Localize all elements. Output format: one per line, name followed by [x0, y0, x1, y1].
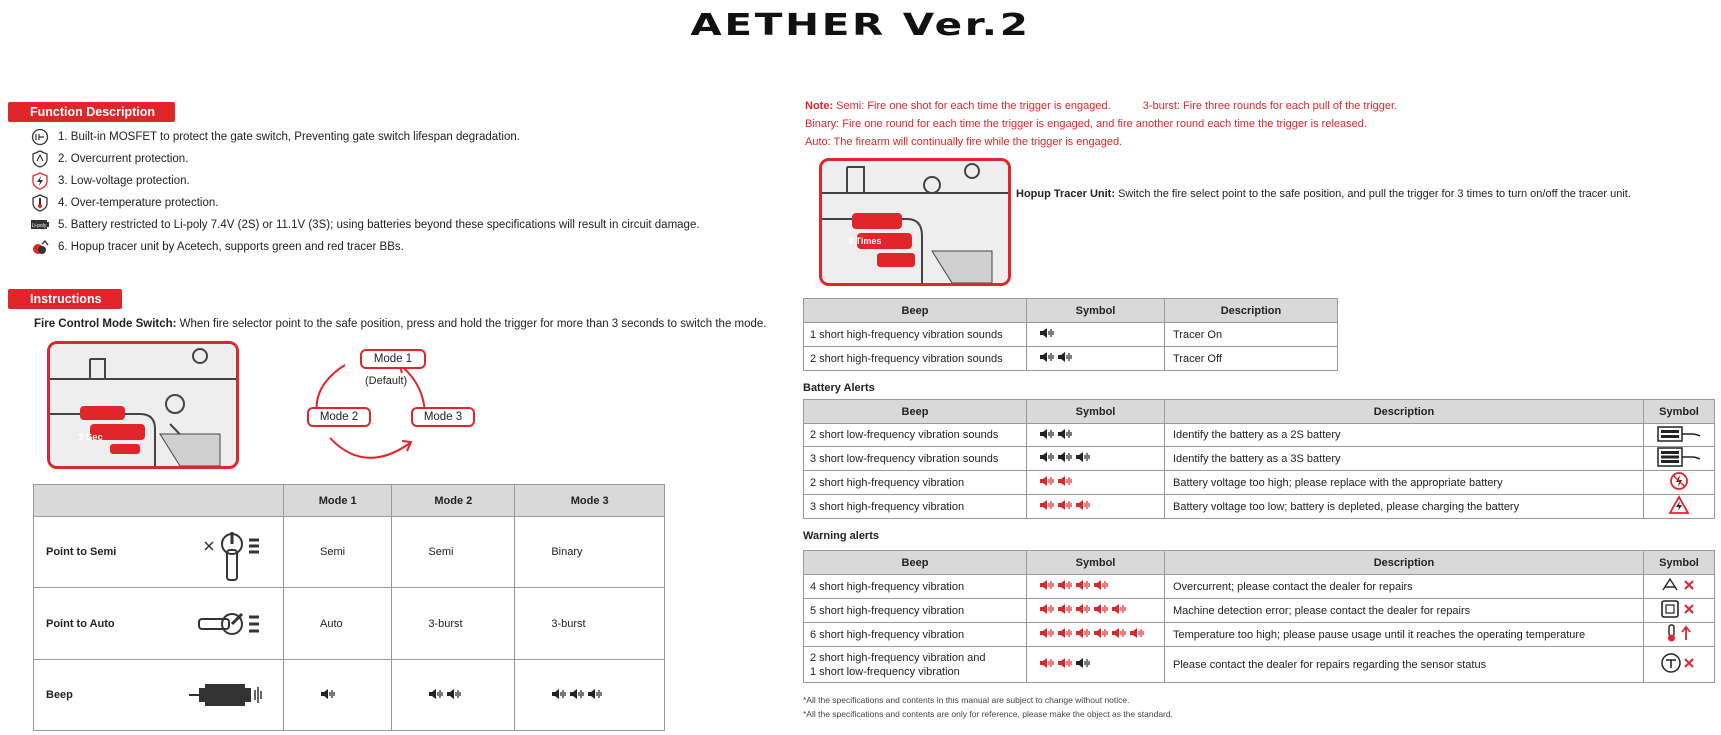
table-cell: 3-burst — [515, 588, 665, 660]
mode-default-label: (Default) — [365, 375, 408, 387]
beep-icon — [569, 688, 584, 700]
beep-symbol — [1039, 579, 1108, 591]
mode-2-box: Mode 2 — [307, 407, 371, 427]
note-block: Note: Semi: Fire one shot for each time the trigger is engaged. 3-burst: Fire three rounds for each pull of the trigger. Binary: Fire one round for each time the trigger is engaged, and fire another round each time the trigger is released. Auto: The firearm will continually fire while the trigger is engaged. — [805, 100, 1398, 148]
beep-icon — [1039, 579, 1054, 591]
row-label: Beep — [34, 660, 284, 731]
table-cell: Battery voltage too low; battery is depleted, please charging the battery — [1165, 495, 1644, 519]
battery-header: Description — [1165, 400, 1644, 424]
table-row — [804, 623, 1715, 647]
footnote: *All the specifications and contents in this manual are subject to change without notice. — [803, 695, 1130, 705]
instructions-header: Instructions — [8, 289, 122, 309]
table-row — [804, 575, 1715, 599]
table-cell — [1644, 424, 1715, 447]
beep-icon — [1075, 627, 1090, 639]
mode-1-box: Mode 1 — [360, 349, 426, 369]
table-cell — [1644, 599, 1715, 623]
table-cell — [1027, 471, 1165, 495]
battery-alerts-heading: Battery Alerts — [803, 382, 875, 394]
overcurrent-icon — [1659, 576, 1699, 594]
battery-3s-icon — [1656, 447, 1702, 467]
feature-item: 2. Overcurrent protection. — [30, 148, 700, 170]
beep-icon — [1075, 579, 1090, 591]
beep-icon — [1129, 627, 1144, 639]
overcurrent-shield-icon — [30, 150, 50, 168]
table-cell — [1027, 599, 1165, 623]
beep-icon — [320, 688, 335, 700]
beep-icon — [1057, 428, 1072, 440]
table-row — [804, 424, 1715, 447]
table-cell — [1644, 623, 1715, 647]
beep-icon — [1057, 657, 1072, 669]
table-row — [34, 660, 665, 731]
row-label: Point to Auto — [34, 588, 284, 660]
beep-icon — [1057, 475, 1072, 487]
beep-symbol — [320, 688, 335, 700]
beep-icon — [551, 688, 566, 700]
feature-item: 1. Built-in MOSFET to protect the gate switch, Preventing gate switch lifespan degradation. — [30, 126, 700, 148]
beep-icon — [1057, 603, 1072, 615]
beep-icon — [1111, 627, 1126, 639]
table-cell: Please contact the dealer for repairs regarding the sensor status — [1165, 647, 1644, 683]
table-cell: Overcurrent; please contact the dealer for repairs — [1165, 575, 1644, 599]
beep-icon — [1039, 475, 1054, 487]
table-row — [804, 323, 1338, 347]
table-row — [804, 447, 1715, 471]
mode-table-header: Mode 3 — [515, 485, 665, 517]
table-cell — [1027, 495, 1165, 519]
footnote: *All the specifications and contents are only for reference, please make the object as the standard. — [803, 709, 1173, 719]
table-row — [804, 647, 1715, 683]
beep-icon — [1093, 579, 1108, 591]
row-label: Point to Semi — [34, 517, 284, 588]
battery-alerts-table — [803, 399, 1715, 519]
selector-semi-icon — [187, 522, 277, 582]
table-cell — [1027, 623, 1165, 647]
feature-item: 4. Over-temperature protection. — [30, 192, 700, 214]
beep-icon — [1039, 351, 1054, 363]
beep-icon — [1039, 603, 1054, 615]
hopup-trigger-illustration — [819, 158, 1011, 286]
table-cell: 5 short high-frequency vibration — [804, 599, 1027, 623]
warning-alerts-heading: Warning alerts — [803, 530, 879, 542]
table-cell: Semi — [284, 517, 392, 588]
table-cell — [515, 660, 665, 731]
feature-item: Li-poly 5. Battery restricted to Li-poly 7.4V (2S) or 11.1V (3S); using batteries beyond these specifications will result in circuit damage. — [30, 214, 700, 236]
beep-symbol — [1039, 657, 1090, 669]
gun-receiver-illustration — [822, 161, 1008, 283]
mode-table-header: Mode 2 — [392, 485, 515, 517]
table-cell — [1027, 447, 1165, 471]
table-cell: 2 short high-frequency vibration sounds — [804, 347, 1027, 371]
battery-2s-icon — [1656, 425, 1702, 443]
table-row — [804, 495, 1715, 519]
feature-item: 6. Hopup tracer unit by Acetech, supports green and red tracer BBs. — [30, 236, 700, 258]
warning-header: Symbol — [1644, 551, 1715, 575]
selector-auto-icon — [187, 599, 277, 649]
battery-header: Symbol — [1027, 400, 1165, 424]
tracer-table — [803, 298, 1338, 371]
battery-header: Symbol — [1644, 400, 1715, 424]
table-cell: 2 short high-frequency vibration — [804, 471, 1027, 495]
beep-symbol — [1039, 627, 1144, 639]
beep-icon — [1057, 627, 1072, 639]
beep-icon — [1075, 451, 1090, 463]
hopup-text: Hopup Tracer Unit: Switch the fire select point to the safe position, and pull the trigger for 3 times to turn on/off the tracer unit. — [1016, 188, 1631, 200]
mode-3-box: Mode 3 — [411, 407, 475, 427]
mode-table-header: Mode 1 — [284, 485, 392, 517]
gun-receiver-illustration — [50, 344, 236, 466]
trigger-hold-illustration — [47, 341, 239, 469]
table-cell: Semi — [392, 517, 515, 588]
table-cell — [1027, 347, 1165, 371]
voltage-prohibited-icon — [1669, 471, 1689, 491]
tracer-header: Description — [1165, 299, 1338, 323]
fire-control-text: Fire Control Mode Switch: When fire selector point to the safe position, press and hold the trigger for more than 3 seconds to switch the mode. — [34, 318, 767, 330]
beep-symbol — [1039, 428, 1072, 440]
table-cell — [1644, 447, 1715, 471]
table-cell: Auto — [284, 588, 392, 660]
beep-icon — [1075, 603, 1090, 615]
beep-icon — [1057, 499, 1072, 511]
table-cell — [1644, 471, 1715, 495]
tracer-bb-icon — [30, 238, 50, 256]
beep-symbol — [551, 688, 602, 700]
beep-icon — [1039, 451, 1054, 463]
table-cell: Temperature too high; please pause usage until it reaches the operating temperature — [1165, 623, 1644, 647]
beep-icon — [428, 688, 443, 700]
beep-icon — [1093, 627, 1108, 639]
beep-icon — [1111, 603, 1126, 615]
beep-icon — [446, 688, 461, 700]
table-cell — [284, 660, 392, 731]
tracer-header: Beep — [804, 299, 1027, 323]
beep-icon — [587, 688, 602, 700]
table-row — [804, 347, 1338, 371]
battery-header: Beep — [804, 400, 1027, 424]
beep-icon — [1057, 351, 1072, 363]
beep-symbol — [1039, 603, 1126, 615]
function-description-header: Function Description — [8, 102, 175, 122]
low-voltage-icon — [30, 172, 50, 190]
table-cell: 6 short high-frequency vibration — [804, 623, 1027, 647]
beep-icon — [1039, 627, 1054, 639]
trigger-badge: 3 Sec — [78, 432, 103, 443]
table-cell: Tracer On — [1165, 323, 1338, 347]
table-cell — [1027, 575, 1165, 599]
table-cell — [1027, 323, 1165, 347]
mode-cycle-diagram — [305, 345, 463, 465]
beep-icon — [1039, 499, 1054, 511]
beep-symbol — [1039, 451, 1090, 463]
beep-icon — [1075, 499, 1090, 511]
table-cell: Binary — [515, 517, 665, 588]
table-cell: Tracer Off — [1165, 347, 1338, 371]
sensor-error-icon — [1659, 652, 1699, 674]
beep-icon — [1057, 451, 1072, 463]
beep-icon — [1039, 428, 1054, 440]
table-cell: 4 short high-frequency vibration — [804, 575, 1027, 599]
mode-table-corner — [34, 485, 284, 517]
table-cell: 3 short high-frequency vibration — [804, 495, 1027, 519]
tracer-header: Symbol — [1027, 299, 1165, 323]
table-cell: Machine detection error; please contact the dealer for repairs — [1165, 599, 1644, 623]
warning-alerts-table — [803, 550, 1715, 683]
table-row — [804, 599, 1715, 623]
beep-symbol — [1039, 351, 1072, 363]
table-cell — [392, 660, 515, 731]
table-row — [804, 471, 1715, 495]
lipo-battery-icon — [30, 216, 50, 234]
hopup-badge: 3 Times — [848, 236, 882, 246]
table-cell: Identify the battery as a 2S battery — [1165, 424, 1644, 447]
table-cell — [1644, 647, 1715, 683]
feature-item: 3. Low-voltage protection. — [30, 170, 700, 192]
table-cell — [1027, 424, 1165, 447]
page-title: AETHER Ver.2 — [690, 8, 1031, 43]
voltage-warning-icon — [1668, 495, 1690, 515]
table-cell — [1027, 647, 1165, 683]
beep-icon — [1039, 657, 1054, 669]
beep-icon — [1093, 603, 1108, 615]
table-cell: Identify the battery as a 3S battery — [1165, 447, 1644, 471]
chip-error-icon — [1659, 599, 1699, 619]
warning-header: Beep — [804, 551, 1027, 575]
table-cell: 1 short high-frequency vibration sounds — [804, 323, 1027, 347]
feature-list — [30, 126, 700, 258]
warning-header: Description — [1165, 551, 1644, 575]
table-cell: Battery voltage too high; please replace with the appropriate battery — [1165, 471, 1644, 495]
beep-symbol — [428, 688, 461, 700]
mode-table — [33, 484, 665, 731]
table-row — [34, 588, 665, 660]
table-cell — [1644, 495, 1715, 519]
mosfet-icon — [30, 128, 50, 146]
table-row — [34, 517, 665, 588]
table-cell: 3-burst — [392, 588, 515, 660]
beep-symbol — [1039, 327, 1054, 339]
temperature-high-icon — [1659, 623, 1699, 643]
table-cell: 3 short low-frequency vibration sounds — [804, 447, 1027, 471]
beep-icon — [1039, 327, 1054, 339]
thermometer-shield-icon — [30, 194, 50, 212]
beep-icon — [1075, 657, 1090, 669]
table-cell — [1644, 575, 1715, 599]
svg-text:Li-poly: Li-poly — [31, 223, 47, 229]
table-cell: 2 short low-frequency vibration sounds — [804, 424, 1027, 447]
warning-header: Symbol — [1027, 551, 1165, 575]
beep-symbol — [1039, 499, 1090, 511]
beep-icon — [1057, 579, 1072, 591]
table-cell: 2 short high-frequency vibration and 1 short low-frequency vibration — [804, 647, 1027, 683]
motor-beep-icon — [187, 678, 277, 712]
beep-symbol — [1039, 475, 1072, 487]
